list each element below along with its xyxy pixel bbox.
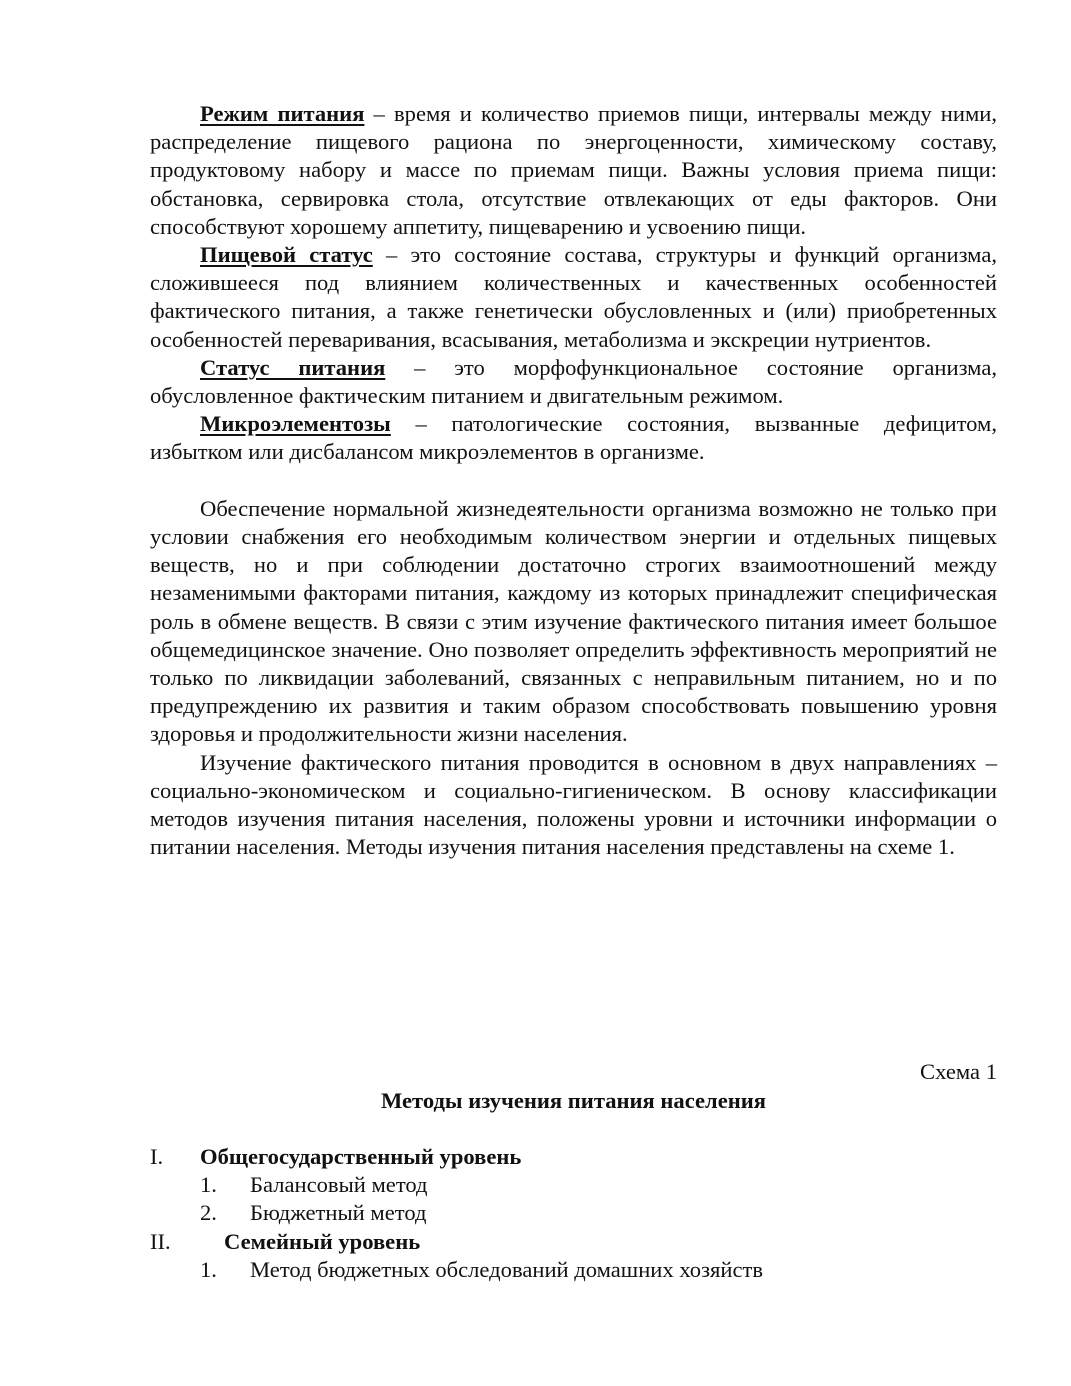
scheme-item: [150, 1199, 997, 1227]
paragraph-spacer: [150, 467, 997, 495]
scheme-label: Схема 1: [920, 1059, 997, 1084]
level-name: Семейный уровень: [224, 1228, 421, 1254]
item-number: 1.: [200, 1172, 217, 1198]
definition-text: – время и количество приемов пищи, интервалы между ними, распределение пищевого рациона по энергоценности, химическому составу, продуктовому набору и массе по приемам пищи. Важны условия приема пищи: обстановка, сервировка стола, отсутствие отвлекающих от еды факторов. Они способствуют хорошему аппетиту, пищеварению и усвоению пищи.: [150, 101, 997, 239]
scheme-level: [150, 1143, 997, 1171]
scheme-item: [150, 1256, 997, 1284]
level-numeral: II.: [150, 1228, 171, 1254]
definition-text: – патологические состояния, вызванные дефицитом, избытком или дисбалансом микроэлементов в организме.: [150, 411, 997, 465]
item-number: 2.: [200, 1200, 217, 1226]
definition-term: Режим питания: [200, 101, 365, 126]
definition-term: Статус питания: [200, 354, 386, 380]
level-numeral: I.: [150, 1144, 164, 1169]
definition-paragraph: [150, 100, 997, 241]
definition-text: – это морфофункциональное состояние организма, обусловленное фактическим питанием и двигательным режимом.: [150, 354, 997, 409]
scheme-level: [150, 1228, 997, 1256]
definition-text: – это состояние состава, структуры и функций организма, сложившееся под влиянием количественных и качественных особенностей фактического питания, а также генетически обусловленных и (или) приобретенных особенностей переваривания, всасывания, метаболизма и экскреции нутриентов.: [150, 242, 997, 352]
definition-term: Пищевой статус: [200, 242, 373, 268]
definition-paragraph: [150, 410, 997, 466]
level-name: Общегосударственный уровень: [200, 1144, 522, 1169]
definition-paragraph: [150, 354, 997, 410]
scheme-item: [150, 1171, 997, 1199]
document-body: [150, 100, 997, 861]
item-number: 1.: [200, 1256, 217, 1282]
body-paragraph: Изучение фактического питания проводится в основном в двух направлениях – социально-экономическом и социально-гигиеническом. В основу классификации методов изучения питания населения, положены уровни и источники информации о питании населения. Методы изучения питания населения представлены на схеме 1.: [150, 749, 997, 860]
scheme-list: [150, 1143, 997, 1284]
scheme-title: Методы изучения питания населения: [380, 1088, 767, 1113]
definition-paragraph: [150, 241, 997, 354]
item-text: Метод бюджетных обследований домашних хозяйств: [250, 1256, 764, 1282]
body-paragraph: Обеспечение нормальной жизнедеятельности организма возможно не только при условии снабжения его необходимым количеством энергии и отдельных пищевых веществ, но и при соблюдении достаточно строгих взаимоотношений между незаменимыми факторами питания, каждому из которых принадлежит специфическая роль в обмене веществ. В связи с этим изучение фактического питания имеет большое общемедицинское значение. Оно позволяет определить эффективность мероприятий не только по ликвидации заболеваний, связанных с неправильным питанием, но и по предупреждению их развития и таким образом способствовать повышению уровня здоровья и продолжительности жизни населения.: [150, 495, 997, 747]
definition-term: Микроэлементозы: [200, 411, 391, 437]
item-text: Бюджетный метод: [250, 1200, 427, 1226]
item-text: Балансовый метод: [250, 1172, 428, 1198]
